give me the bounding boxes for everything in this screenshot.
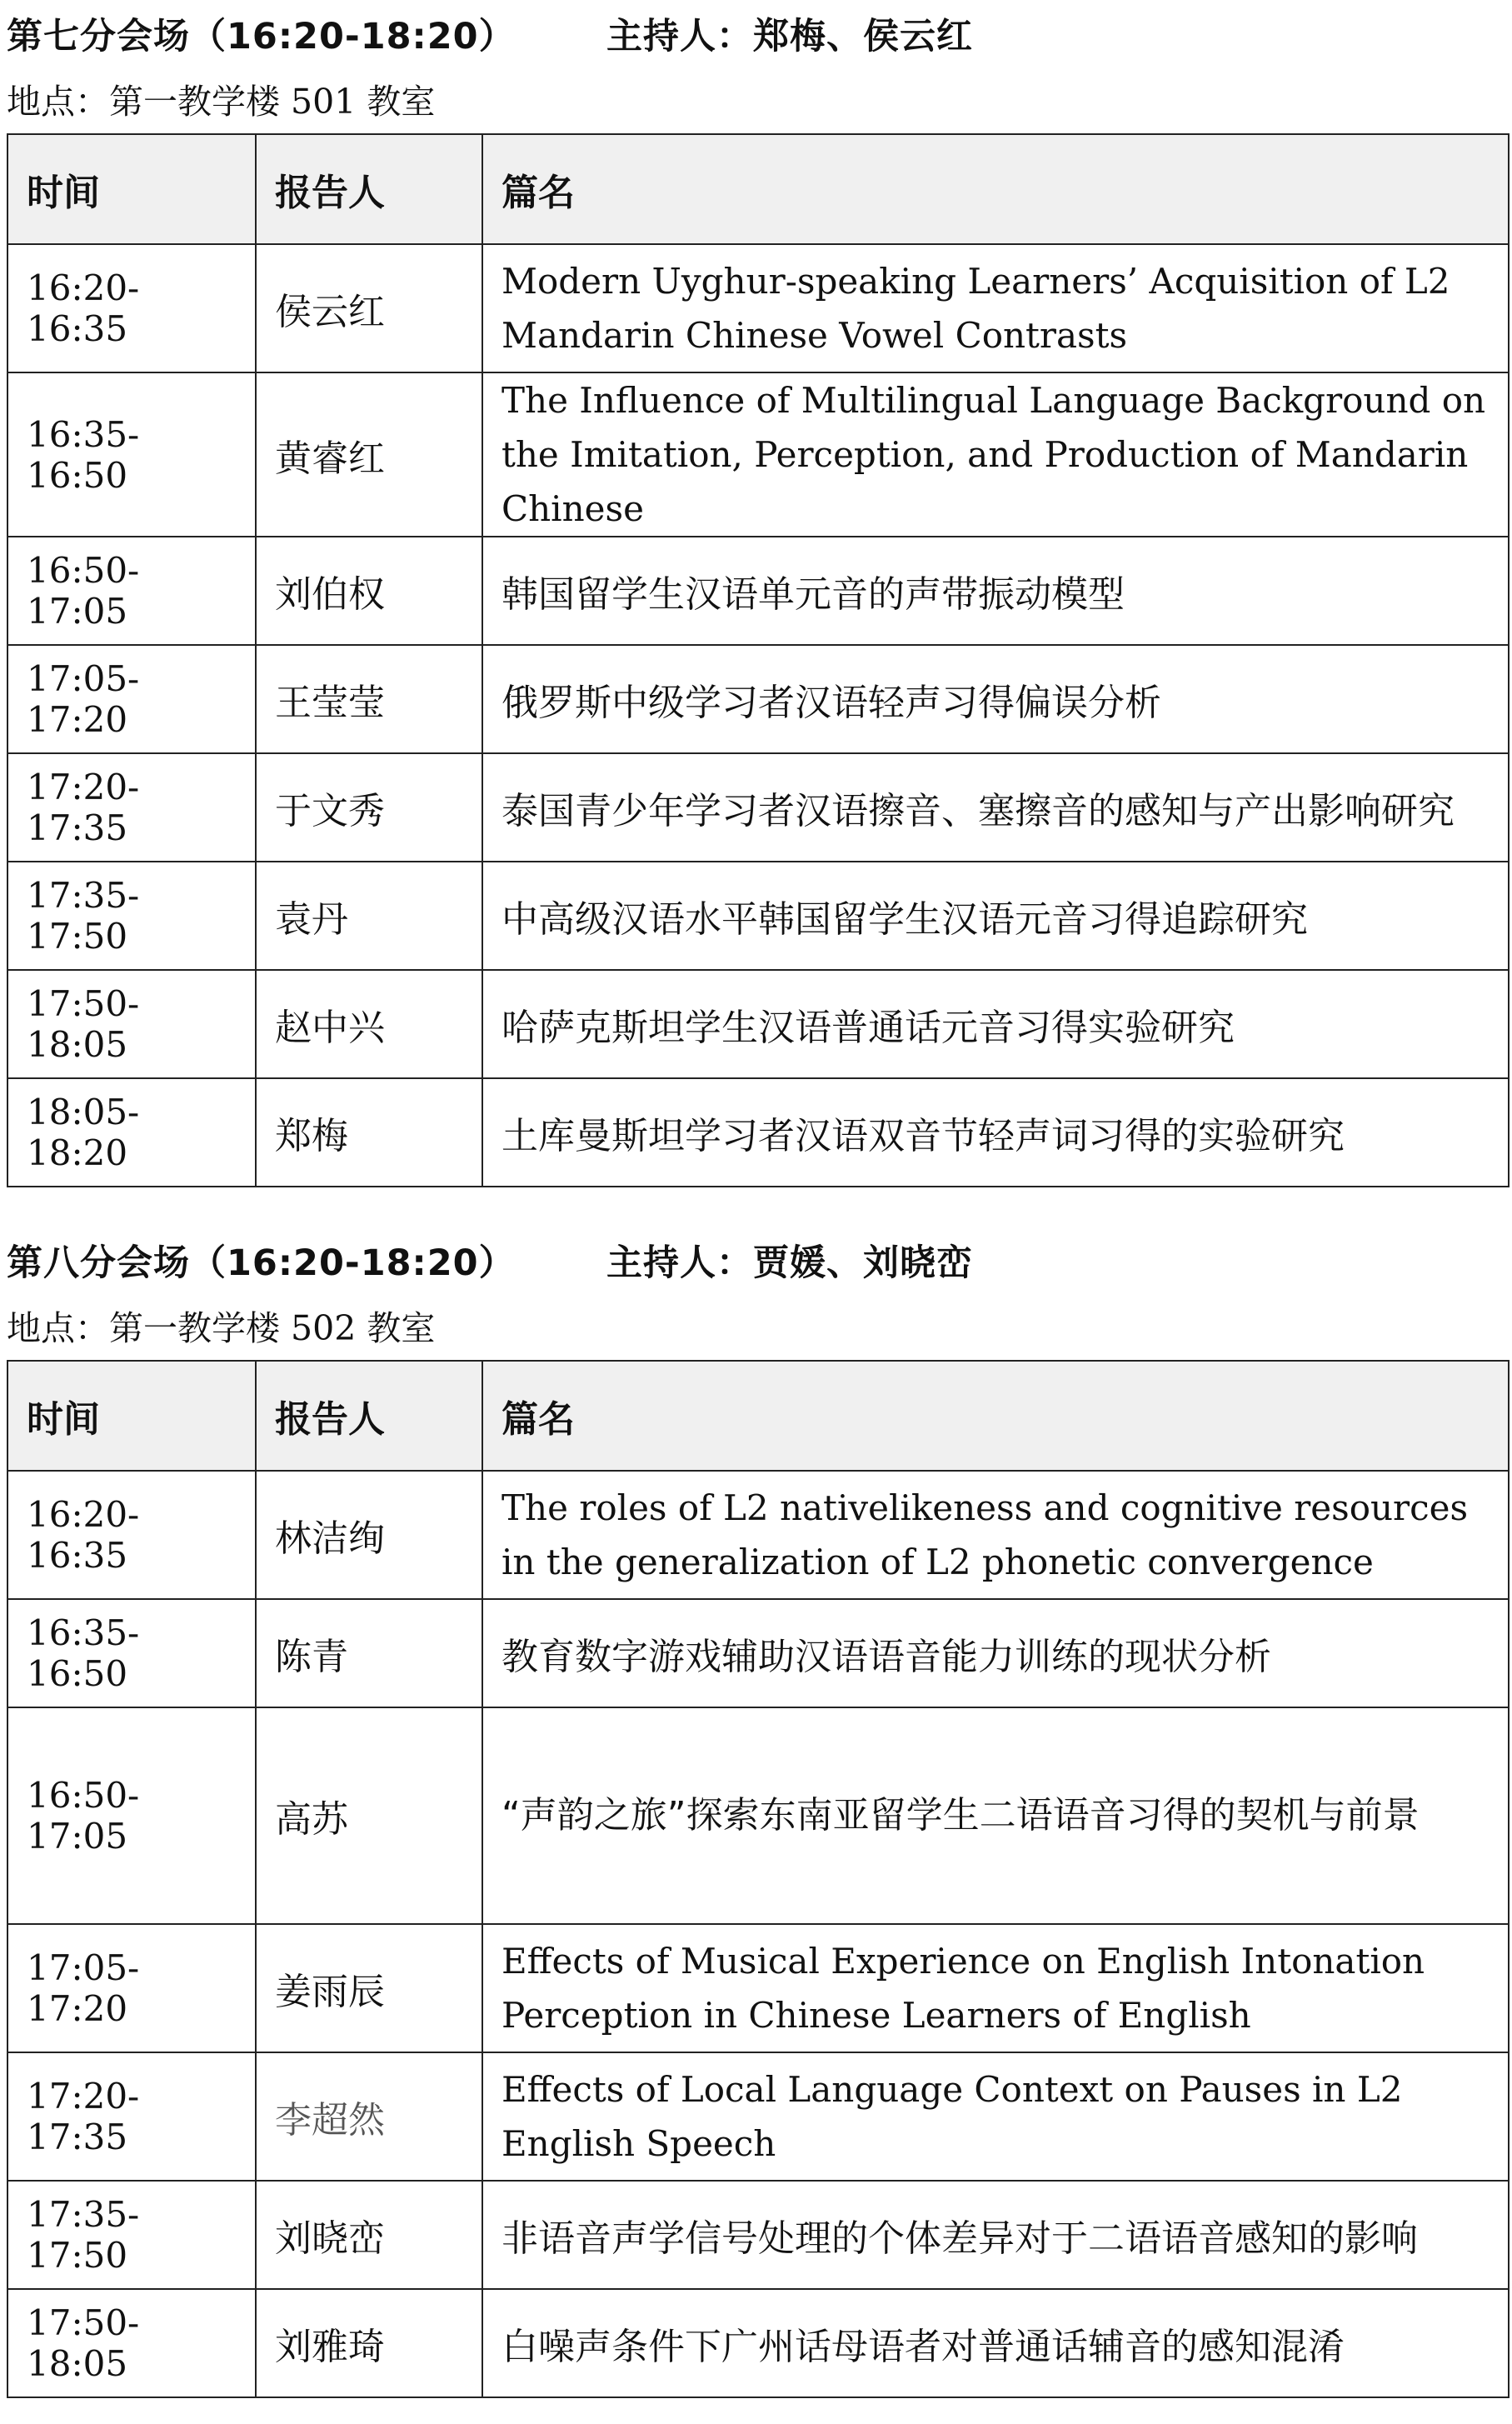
time-cell: 17:05-17:20 xyxy=(7,1924,256,2052)
time-cell: 16:50-17:05 xyxy=(7,1707,256,1924)
paper-title-cell: 白噪声条件下广州话母语者对普通话辅音的感知混淆 xyxy=(482,2289,1509,2397)
paper-title-cell: Effects of Musical Experience on English Intonation Perception in Chinese Learners of English xyxy=(482,1924,1509,2052)
session-title: 第八分会场（16:20-18:20） xyxy=(7,1242,516,1284)
table-row xyxy=(7,244,1509,372)
table-row xyxy=(7,372,1509,537)
header-title: 篇名 xyxy=(482,1361,1509,1471)
speaker-cell: 李超然 xyxy=(256,2052,482,2181)
table-row xyxy=(7,2289,1509,2397)
paper-title-cell: 哈萨克斯坦学生汉语普通话元音习得实验研究 xyxy=(482,970,1509,1078)
table-row xyxy=(7,1707,1509,1924)
header-time: 时间 xyxy=(7,1361,256,1471)
speaker-cell: 王莹莹 xyxy=(256,645,482,753)
paper-title-cell: 泰国青少年学习者汉语擦音、塞擦音的感知与产出影响研究 xyxy=(482,753,1509,862)
speaker-cell: 陈青 xyxy=(256,1599,482,1707)
time-cell: 16:35-16:50 xyxy=(7,1599,256,1707)
speaker-cell: 于文秀 xyxy=(256,753,482,862)
table-row xyxy=(7,645,1509,753)
time-cell: 17:35-17:50 xyxy=(7,862,256,970)
speaker-cell: 郑梅 xyxy=(256,1078,482,1187)
speaker-cell: 高苏 xyxy=(256,1707,482,1924)
header-speaker: 报告人 xyxy=(256,134,482,244)
table-header-row xyxy=(7,134,1509,244)
time-cell: 16:20-16:35 xyxy=(7,244,256,372)
paper-title-cell: 俄罗斯中级学习者汉语轻声习得偏误分析 xyxy=(482,645,1509,753)
session-host: 主持人：贾媛、刘晓峦 xyxy=(606,1242,973,1284)
speaker-cell: 刘雅琦 xyxy=(256,2289,482,2397)
speaker-cell: 林洁绚 xyxy=(256,1471,482,1599)
table-header-row xyxy=(7,1361,1509,1471)
time-cell: 17:20-17:35 xyxy=(7,2052,256,2181)
speaker-cell: 黄睿红 xyxy=(256,372,482,537)
speaker-cell: 赵中兴 xyxy=(256,970,482,1078)
header-speaker: 报告人 xyxy=(256,1361,482,1471)
table-row xyxy=(7,2052,1509,2181)
session-venue: 地点：第一教学楼 501 教室 xyxy=(7,82,436,122)
time-cell: 17:05-17:20 xyxy=(7,645,256,753)
table-row xyxy=(7,1924,1509,2052)
schedule-table xyxy=(7,1360,1510,2398)
paper-title-cell: 中高级汉语水平韩国留学生汉语元音习得追踪研究 xyxy=(482,862,1509,970)
table-row xyxy=(7,753,1509,862)
time-cell: 17:50-18:05 xyxy=(7,970,256,1078)
paper-title-cell: 土库曼斯坦学习者汉语双音节轻声词习得的实验研究 xyxy=(482,1078,1509,1187)
time-cell: 18:05-18:20 xyxy=(7,1078,256,1187)
speaker-cell: 刘伯权 xyxy=(256,537,482,645)
speaker-cell: 侯云红 xyxy=(256,244,482,372)
header-time: 时间 xyxy=(7,134,256,244)
header-title: 篇名 xyxy=(482,134,1509,244)
session-7 xyxy=(7,0,1508,1187)
speaker-cell: 姜雨辰 xyxy=(256,1924,482,2052)
speaker-cell: 刘晓峦 xyxy=(256,2181,482,2289)
table-row xyxy=(7,970,1509,1078)
time-cell: 16:35-16:50 xyxy=(7,372,256,537)
paper-title-cell: 非语音声学信号处理的个体差异对于二语语音感知的影响 xyxy=(482,2181,1509,2289)
session-header xyxy=(7,1227,1508,1297)
table-row xyxy=(7,1078,1509,1187)
table-row xyxy=(7,1599,1509,1707)
paper-title-cell: Effects of Local Language Context on Pauses in L2 English Speech xyxy=(482,2052,1509,2181)
session-header xyxy=(7,0,1508,70)
time-cell: 16:50-17:05 xyxy=(7,537,256,645)
paper-title-cell: Modern Uyghur-speaking Learners’ Acquisition of L2 Mandarin Chinese Vowel Contrasts xyxy=(482,244,1509,372)
paper-title-cell: The Influence of Multilingual Language Background on the Imitation, Perception, and Production of Mandarin Chinese xyxy=(482,372,1509,537)
paper-title-cell: “声韵之旅”探索东南亚留学生二语语音习得的契机与前景 xyxy=(482,1707,1509,1924)
time-cell: 16:20-16:35 xyxy=(7,1471,256,1599)
time-cell: 17:20-17:35 xyxy=(7,753,256,862)
time-cell: 17:35-17:50 xyxy=(7,2181,256,2289)
paper-title-cell: The roles of L2 nativelikeness and cognitive resources in the generalization of L2 phonetic convergence xyxy=(482,1471,1509,1599)
table-row xyxy=(7,537,1509,645)
session-venue: 地点：第一教学楼 502 教室 xyxy=(7,1308,436,1348)
paper-title-cell: 韩国留学生汉语单元音的声带振动模型 xyxy=(482,537,1509,645)
session-8 xyxy=(7,1227,1508,2398)
session-title: 第七分会场（16:20-18:20） xyxy=(7,16,516,57)
schedule-table xyxy=(7,133,1510,1187)
paper-title-cell: 教育数字游戏辅助汉语语音能力训练的现状分析 xyxy=(482,1599,1509,1707)
time-cell: 17:50-18:05 xyxy=(7,2289,256,2397)
session-host: 主持人：郑梅、侯云红 xyxy=(606,16,973,57)
table-row xyxy=(7,2181,1509,2289)
table-row xyxy=(7,862,1509,970)
table-row xyxy=(7,1471,1509,1599)
speaker-cell: 袁丹 xyxy=(256,862,482,970)
